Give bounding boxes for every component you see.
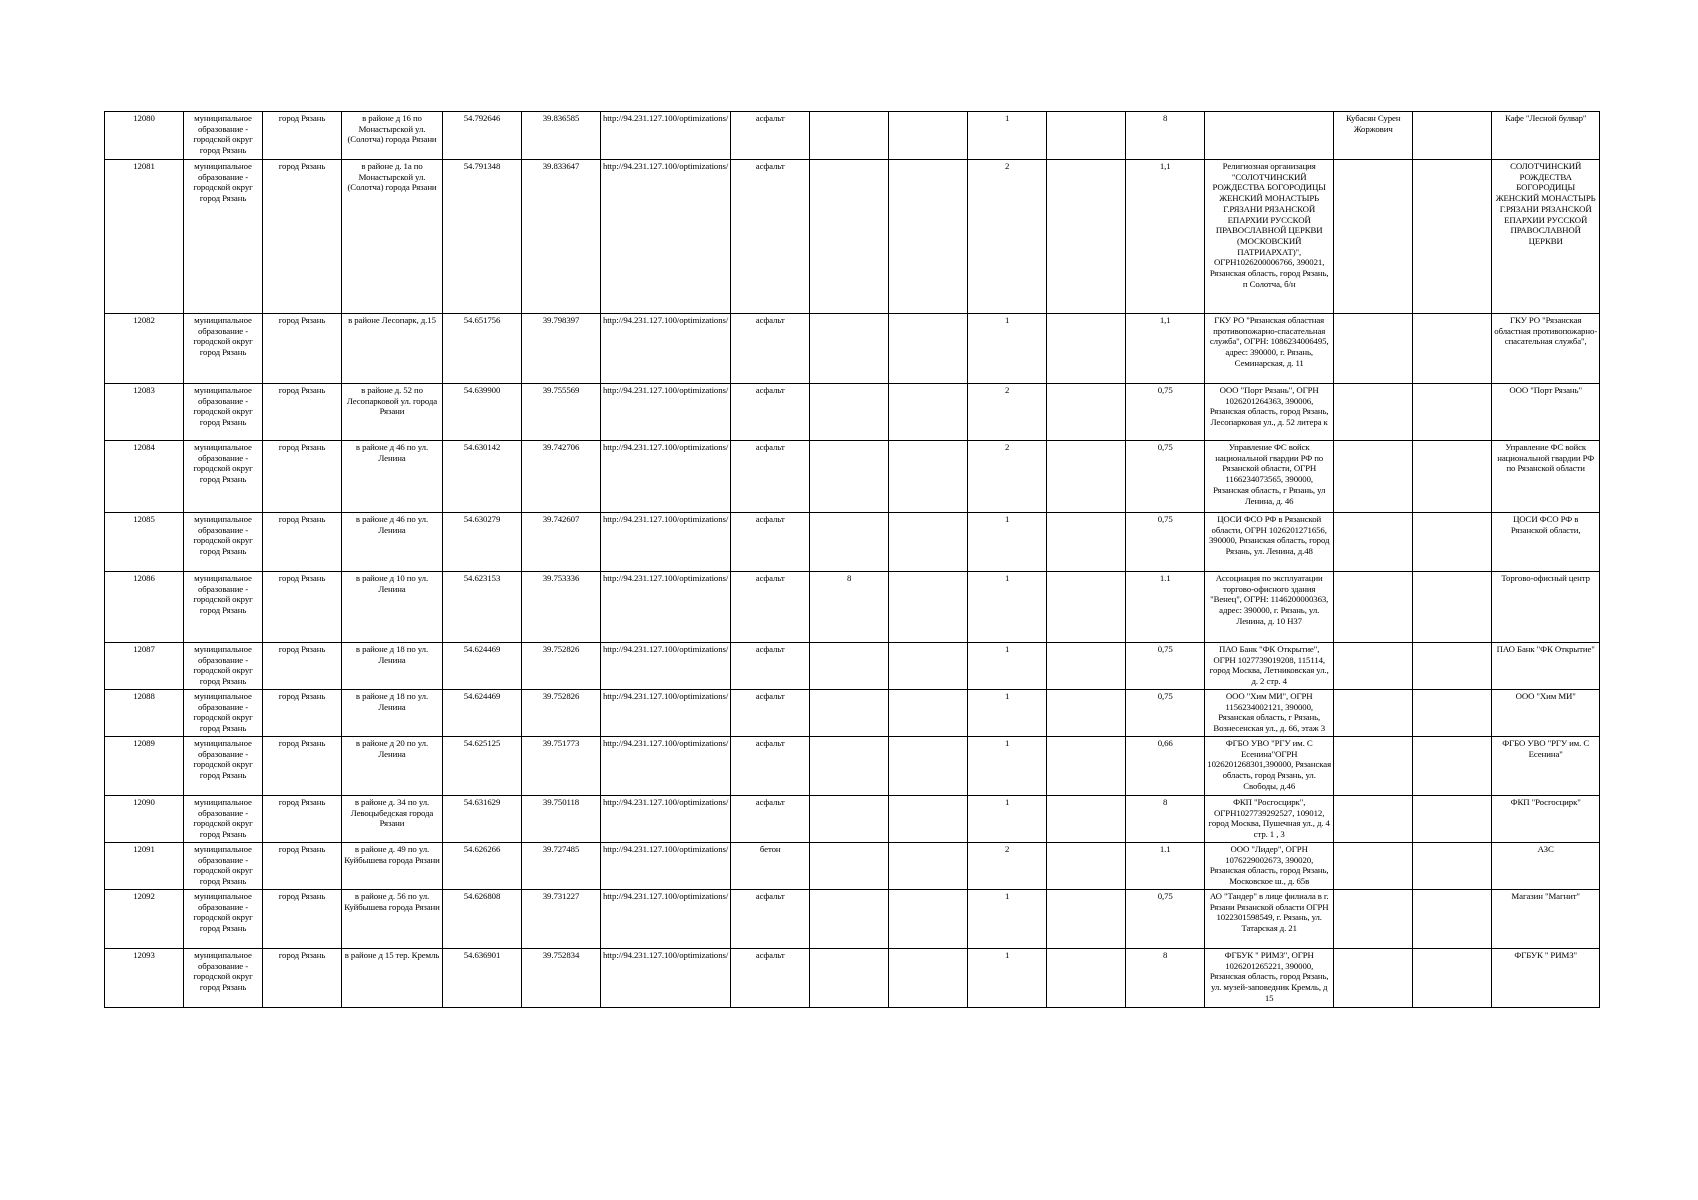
cell-served-objects: ООО "Порт Рязань" xyxy=(1492,384,1600,441)
cell-latitude: 54.651756 xyxy=(443,314,522,384)
cell-served-objects: ФГБО УВО "РГУ им. С Есенина" xyxy=(1492,737,1600,796)
cell-surface-type: асфальт xyxy=(731,441,810,513)
cell-col-16 xyxy=(1413,513,1492,572)
cell-registry-number: 12090 xyxy=(105,796,184,843)
cell-location-description: в районе д. 52 по Лесопарковой ул. города Рязани xyxy=(342,384,443,441)
cell-col-10 xyxy=(889,513,968,572)
cell-latitude: 54.631629 xyxy=(443,796,522,843)
cell-col-10 xyxy=(889,890,968,949)
cell-owner-details: ФГБУК " РИМЗ", ОГРН 1026201265221, 390000, Рязанская область, город Рязань, ул. музей-заповедник Кремль, д 15 xyxy=(1205,949,1334,1008)
cell-registry-number: 12093 xyxy=(105,949,184,1008)
cell-settlement: город Рязань xyxy=(263,796,342,843)
cell-col-9 xyxy=(810,160,889,314)
cell-container-count: 1 xyxy=(968,890,1047,949)
cell-col-9 xyxy=(810,643,889,690)
cell-col-12 xyxy=(1047,572,1126,643)
cell-container-volume: 0,75 xyxy=(1126,384,1205,441)
cell-location-description: в районе д 15 тер. Кремль xyxy=(342,949,443,1008)
cell-col-10 xyxy=(889,690,968,737)
cell-col-12 xyxy=(1047,949,1126,1008)
cell-location-description: в районе д 18 по ул. Ленина xyxy=(342,643,443,690)
cell-served-objects: ПАО Банк "ФК Открытие" xyxy=(1492,643,1600,690)
cell-col-10 xyxy=(889,441,968,513)
cell-map-link[interactable]: http://94.231.127.100/optimizations/ xyxy=(601,513,731,572)
cell-latitude: 54.624469 xyxy=(443,690,522,737)
cell-col-12 xyxy=(1047,513,1126,572)
cell-longitude: 39.798397 xyxy=(522,314,601,384)
cell-location-description: в районе д 46 по ул. Ленина xyxy=(342,513,443,572)
cell-col-16 xyxy=(1413,441,1492,513)
registry-table xyxy=(104,111,1600,1008)
cell-served-objects: Кафе "Лесной булвар" xyxy=(1492,112,1600,160)
cell-settlement: город Рязань xyxy=(263,949,342,1008)
cell-registry-number: 12088 xyxy=(105,690,184,737)
table-row xyxy=(105,796,1600,843)
cell-container-volume: 0,75 xyxy=(1126,890,1205,949)
cell-owner-person xyxy=(1334,314,1413,384)
cell-container-count: 1 xyxy=(968,314,1047,384)
cell-col-9 xyxy=(810,441,889,513)
cell-owner-details: ООО "Лидер", ОГРН 1076229002673, 390020, Рязанская область, город Рязань, Московское ш., д. 65в xyxy=(1205,843,1334,890)
cell-container-volume: 0,66 xyxy=(1126,737,1205,796)
cell-container-volume: 1,1 xyxy=(1126,160,1205,314)
cell-served-objects: ГКУ РО "Рязанская областная противопожарно-спасательная служба", xyxy=(1492,314,1600,384)
cell-municipality: муниципальное образование - городской округ город Рязань xyxy=(184,513,263,572)
cell-surface-type: асфальт xyxy=(731,643,810,690)
cell-municipality: муниципальное образование - городской округ город Рязань xyxy=(184,160,263,314)
cell-col-10 xyxy=(889,843,968,890)
table-row xyxy=(105,843,1600,890)
cell-surface-type: асфальт xyxy=(731,572,810,643)
cell-latitude: 54.626808 xyxy=(443,890,522,949)
cell-map-link[interactable]: http://94.231.127.100/optimizations/ xyxy=(601,949,731,1008)
cell-longitude: 39.751773 xyxy=(522,737,601,796)
cell-served-objects: ООО "Хим МИ" xyxy=(1492,690,1600,737)
cell-latitude: 54.639900 xyxy=(443,384,522,441)
cell-col-10 xyxy=(889,314,968,384)
cell-owner-person xyxy=(1334,441,1413,513)
cell-container-count: 2 xyxy=(968,843,1047,890)
cell-longitude: 39.742607 xyxy=(522,513,601,572)
cell-col-12 xyxy=(1047,796,1126,843)
cell-container-count: 2 xyxy=(968,384,1047,441)
cell-location-description: в районе д. 56 по ул. Куйбышева города Рязани xyxy=(342,890,443,949)
cell-container-volume: 0,75 xyxy=(1126,643,1205,690)
cell-owner-person xyxy=(1334,160,1413,314)
cell-container-volume: 1,1 xyxy=(1126,314,1205,384)
cell-map-link[interactable]: http://94.231.127.100/optimizations/ xyxy=(601,441,731,513)
cell-settlement: город Рязань xyxy=(263,314,342,384)
cell-map-link[interactable]: http://94.231.127.100/optimizations/ xyxy=(601,796,731,843)
cell-container-volume: 0,75 xyxy=(1126,441,1205,513)
cell-owner-person xyxy=(1334,384,1413,441)
cell-settlement: город Рязань xyxy=(263,690,342,737)
cell-col-12 xyxy=(1047,384,1126,441)
cell-container-volume: 8 xyxy=(1126,796,1205,843)
cell-owner-person xyxy=(1334,513,1413,572)
cell-surface-type: асфальт xyxy=(731,949,810,1008)
cell-registry-number: 12080 xyxy=(105,112,184,160)
cell-surface-type: асфальт xyxy=(731,737,810,796)
cell-registry-number: 12083 xyxy=(105,384,184,441)
cell-longitude: 39.753336 xyxy=(522,572,601,643)
cell-location-description: в районе Лесопарк, д.15 xyxy=(342,314,443,384)
cell-registry-number: 12082 xyxy=(105,314,184,384)
cell-col-12 xyxy=(1047,160,1126,314)
cell-col-9 xyxy=(810,314,889,384)
cell-owner-details: ООО "Хим МИ", ОГРН 1156234002121, 390000, Рязанская область, г Рязань, Вознесенская ул., д. 66, этаж 3 xyxy=(1205,690,1334,737)
cell-owner-person xyxy=(1334,796,1413,843)
cell-map-link[interactable]: http://94.231.127.100/optimizations/ xyxy=(601,843,731,890)
cell-owner-person xyxy=(1334,843,1413,890)
cell-location-description: в районе д 20 по ул. Ленина xyxy=(342,737,443,796)
cell-location-description: в районе д. 1а по Монастырской ул. (Солотча) города Рязани xyxy=(342,160,443,314)
table-row xyxy=(105,690,1600,737)
cell-container-count: 1 xyxy=(968,112,1047,160)
cell-settlement: город Рязань xyxy=(263,160,342,314)
cell-owner-person xyxy=(1334,737,1413,796)
cell-col-9 xyxy=(810,513,889,572)
cell-settlement: город Рязань xyxy=(263,737,342,796)
cell-surface-type: асфальт xyxy=(731,890,810,949)
cell-col-10 xyxy=(889,737,968,796)
cell-col-16 xyxy=(1413,796,1492,843)
cell-container-count: 1 xyxy=(968,796,1047,843)
cell-owner-details: АО "Тандер" в лице филиала в г. Рязани Рязанской области ОГРН 1022301598549, г. Рязань, ул. Татарская д. 21 xyxy=(1205,890,1334,949)
cell-longitude: 39.742706 xyxy=(522,441,601,513)
cell-municipality: муниципальное образование - городской округ город Рязань xyxy=(184,843,263,890)
cell-longitude: 39.755569 xyxy=(522,384,601,441)
cell-location-description: в районе д. 49 по ул. Куйбышева города Рязани xyxy=(342,843,443,890)
cell-col-12 xyxy=(1047,737,1126,796)
cell-settlement: город Рязань xyxy=(263,843,342,890)
cell-col-9: 8 xyxy=(810,572,889,643)
cell-owner-person xyxy=(1334,643,1413,690)
table-row xyxy=(105,572,1600,643)
cell-col-16 xyxy=(1413,643,1492,690)
cell-municipality: муниципальное образование - городской округ город Рязань xyxy=(184,949,263,1008)
cell-container-volume: 1.1 xyxy=(1126,572,1205,643)
cell-served-objects: ФКП "Росгосцирк" xyxy=(1492,796,1600,843)
cell-col-12 xyxy=(1047,643,1126,690)
cell-container-count: 1 xyxy=(968,643,1047,690)
cell-col-16 xyxy=(1413,572,1492,643)
cell-owner-details: Религиозная организация "СОЛОТЧИНСКИЙ РОЖДЕСТВА БОГОРОДИЦЫ ЖЕНСКИЙ МОНАСТЫРЬ Г.РЯЗАНИ РЯЗАНСКОЙ ЕПАРХИИ РУССКОЙ ПРАВОСЛАВНОЙ ЦЕРКВИ (МОСКОВСКИЙ ПАТРИАРХАТ)", ОГРН1026200006766, 390021, Рязанская область, город Рязань, п Солотча, б/н xyxy=(1205,160,1334,314)
cell-settlement: город Рязань xyxy=(263,112,342,160)
cell-owner-person xyxy=(1334,572,1413,643)
table-row xyxy=(105,949,1600,1008)
cell-surface-type: бетон xyxy=(731,843,810,890)
cell-owner-details: Управление ФС войск национальной гвардии РФ по Рязанской области, ОГРН 1166234073565, 390000, Рязанская область, г Рязань, ул Ленина, д. 46 xyxy=(1205,441,1334,513)
table-row xyxy=(105,737,1600,796)
cell-registry-number: 12091 xyxy=(105,843,184,890)
cell-col-10 xyxy=(889,796,968,843)
cell-container-volume: 8 xyxy=(1126,112,1205,160)
cell-col-9 xyxy=(810,737,889,796)
cell-settlement: город Рязань xyxy=(263,384,342,441)
cell-owner-details: ФКП "Росгосцирк", ОГРН1027739292527, 109012, город Москва, Пушечная ул., д. 4 стр. 1 , 3 xyxy=(1205,796,1334,843)
cell-map-link[interactable]: http://94.231.127.100/optimizations/ xyxy=(601,314,731,384)
table-row xyxy=(105,314,1600,384)
cell-container-volume: 1.1 xyxy=(1126,843,1205,890)
cell-municipality: муниципальное образование - городской округ город Рязань xyxy=(184,643,263,690)
cell-map-link[interactable]: http://94.231.127.100/optimizations/ xyxy=(601,643,731,690)
cell-col-16 xyxy=(1413,690,1492,737)
cell-registry-number: 12087 xyxy=(105,643,184,690)
cell-registry-number: 12089 xyxy=(105,737,184,796)
cell-location-description: в районе д 18 по ул. Ленина xyxy=(342,690,443,737)
cell-owner-details: ФГБО УВО "РГУ им. С Есенина"ОГРН 1026201268301,390000, Рязанская область, город Рязань, ул. Свободы, д.46 xyxy=(1205,737,1334,796)
cell-owner-details: ГКУ РО "Рязанская областная противопожарно-спасательная служба", ОГРН: 1086234006495, адрес: 390000, г. Рязань, Семинарская, д. 11 xyxy=(1205,314,1334,384)
cell-latitude: 54.624469 xyxy=(443,643,522,690)
cell-col-16 xyxy=(1413,949,1492,1008)
cell-longitude: 39.731227 xyxy=(522,890,601,949)
cell-longitude: 39.727485 xyxy=(522,843,601,890)
cell-registry-number: 12086 xyxy=(105,572,184,643)
cell-owner-person xyxy=(1334,949,1413,1008)
cell-municipality: муниципальное образование - городской округ город Рязань xyxy=(184,890,263,949)
cell-location-description: в районе д 16 по Монастырской ул. (Солотча) города Рязани xyxy=(342,112,443,160)
cell-col-9 xyxy=(810,690,889,737)
cell-served-objects: Магазин "Магнит" xyxy=(1492,890,1600,949)
cell-col-9 xyxy=(810,949,889,1008)
cell-owner-person xyxy=(1334,890,1413,949)
cell-col-10 xyxy=(889,384,968,441)
cell-container-count: 1 xyxy=(968,737,1047,796)
cell-settlement: город Рязань xyxy=(263,890,342,949)
table-row xyxy=(105,513,1600,572)
cell-settlement: город Рязань xyxy=(263,572,342,643)
cell-location-description: в районе д. 34 по ул. Левоцыбедская города Рязани xyxy=(342,796,443,843)
cell-latitude: 54.791348 xyxy=(443,160,522,314)
cell-owner-details: Ассоциация по эксплуатации торгово-офисного здания "Венец", ОГРН: 1146200000363, адрес: 390000, г. Рязань, ул. Ленина, д. 10 Н37 xyxy=(1205,572,1334,643)
cell-served-objects: СОЛОТЧИНСКИЙ РОЖДЕСТВА БОГОРОДИЦЫ ЖЕНСКИЙ МОНАСТЫРЬ Г.РЯЗАНИ РЯЗАНСКОЙ ЕПАРХИИ РУССКОЙ ПРАВОСЛАВНОЙ ЦЕРКВИ xyxy=(1492,160,1600,314)
cell-col-16 xyxy=(1413,843,1492,890)
cell-latitude: 54.623153 xyxy=(443,572,522,643)
cell-longitude: 39.752826 xyxy=(522,643,601,690)
cell-served-objects: ФГБУК " РИМЗ" xyxy=(1492,949,1600,1008)
cell-served-objects: Торгово-офисный центр xyxy=(1492,572,1600,643)
table-row xyxy=(105,643,1600,690)
cell-surface-type: асфальт xyxy=(731,112,810,160)
cell-col-16 xyxy=(1413,314,1492,384)
cell-map-link[interactable]: http://94.231.127.100/optimizations/ xyxy=(601,572,731,643)
cell-owner-person xyxy=(1334,690,1413,737)
cell-surface-type: асфальт xyxy=(731,314,810,384)
cell-surface-type: асфальт xyxy=(731,513,810,572)
cell-col-9 xyxy=(810,112,889,160)
cell-municipality: муниципальное образование - городской округ город Рязань xyxy=(184,796,263,843)
cell-longitude: 39.750118 xyxy=(522,796,601,843)
cell-container-count: 1 xyxy=(968,572,1047,643)
cell-col-12 xyxy=(1047,690,1126,737)
cell-col-9 xyxy=(810,843,889,890)
cell-col-10 xyxy=(889,160,968,314)
cell-registry-number: 12085 xyxy=(105,513,184,572)
cell-container-count: 1 xyxy=(968,949,1047,1008)
table-row xyxy=(105,160,1600,314)
cell-surface-type: асфальт xyxy=(731,690,810,737)
cell-col-16 xyxy=(1413,737,1492,796)
cell-surface-type: асфальт xyxy=(731,796,810,843)
cell-settlement: город Рязань xyxy=(263,643,342,690)
table-row xyxy=(105,890,1600,949)
cell-registry-number: 12092 xyxy=(105,890,184,949)
cell-container-count: 2 xyxy=(968,160,1047,314)
cell-owner-details xyxy=(1205,112,1334,160)
cell-municipality: муниципальное образование - городской округ город Рязань xyxy=(184,384,263,441)
cell-longitude: 39.836585 xyxy=(522,112,601,160)
cell-latitude: 54.626266 xyxy=(443,843,522,890)
cell-served-objects: Управление ФС войск национальной гвардии РФ по Рязанской области xyxy=(1492,441,1600,513)
cell-map-link[interactable]: http://94.231.127.100/optimizations/ xyxy=(601,160,731,314)
cell-col-10 xyxy=(889,112,968,160)
cell-served-objects: АЗС xyxy=(1492,843,1600,890)
cell-container-count: 2 xyxy=(968,441,1047,513)
cell-latitude: 54.630142 xyxy=(443,441,522,513)
cell-owner-details: ООО "Порт Рязань", ОГРН 1026201264363, 390006, Рязанская область, город Рязань, Лесопарковая ул., д. 52 литера к xyxy=(1205,384,1334,441)
cell-col-9 xyxy=(810,796,889,843)
cell-col-12 xyxy=(1047,112,1126,160)
cell-col-16 xyxy=(1413,160,1492,314)
cell-longitude: 39.752826 xyxy=(522,690,601,737)
cell-municipality: муниципальное образование - городской округ город Рязань xyxy=(184,572,263,643)
cell-registry-number: 12084 xyxy=(105,441,184,513)
cell-latitude: 54.792646 xyxy=(443,112,522,160)
cell-col-10 xyxy=(889,949,968,1008)
cell-latitude: 54.630279 xyxy=(443,513,522,572)
cell-col-12 xyxy=(1047,890,1126,949)
cell-container-volume: 0,75 xyxy=(1126,690,1205,737)
cell-col-12 xyxy=(1047,314,1126,384)
cell-col-16 xyxy=(1413,384,1492,441)
cell-map-link[interactable]: http://94.231.127.100/optimizations/ xyxy=(601,890,731,949)
cell-col-9 xyxy=(810,890,889,949)
cell-municipality: муниципальное образование - городской округ город Рязань xyxy=(184,737,263,796)
cell-container-count: 1 xyxy=(968,513,1047,572)
cell-longitude: 39.752834 xyxy=(522,949,601,1008)
cell-col-10 xyxy=(889,643,968,690)
cell-col-12 xyxy=(1047,843,1126,890)
cell-municipality: муниципальное образование - городской округ город Рязань xyxy=(184,441,263,513)
cell-col-16 xyxy=(1413,112,1492,160)
cell-settlement: город Рязань xyxy=(263,513,342,572)
cell-col-9 xyxy=(810,384,889,441)
cell-owner-details: ПАО Банк "ФК Открытие", ОГРН 1027739019208, 115114, город Москва, Летниковская ул., д. 2 стр. 4 xyxy=(1205,643,1334,690)
cell-col-10 xyxy=(889,572,968,643)
cell-latitude: 54.636901 xyxy=(443,949,522,1008)
cell-location-description: в районе д 46 по ул. Ленина xyxy=(342,441,443,513)
cell-municipality: муниципальное образование - городской округ город Рязань xyxy=(184,314,263,384)
cell-map-link[interactable]: http://94.231.127.100/optimizations/ xyxy=(601,112,731,160)
cell-container-volume: 8 xyxy=(1126,949,1205,1008)
cell-settlement: город Рязань xyxy=(263,441,342,513)
cell-location-description: в районе д 10 по ул. Ленина xyxy=(342,572,443,643)
cell-owner-details: ЦОСИ ФСО РФ в Рязанской области, ОГРН 1026201271656, 390000, Рязанская область, город Рязань, ул. Ленина, д.48 xyxy=(1205,513,1334,572)
cell-served-objects: ЦОСИ ФСО РФ в Рязанской области, xyxy=(1492,513,1600,572)
cell-surface-type: асфальт xyxy=(731,160,810,314)
table-row xyxy=(105,384,1600,441)
cell-municipality: муниципальное образование - городской округ город Рязань xyxy=(184,112,263,160)
cell-container-count: 1 xyxy=(968,690,1047,737)
cell-col-12 xyxy=(1047,441,1126,513)
cell-latitude: 54.625125 xyxy=(443,737,522,796)
cell-registry-number: 12081 xyxy=(105,160,184,314)
cell-surface-type: асфальт xyxy=(731,384,810,441)
cell-col-16 xyxy=(1413,890,1492,949)
cell-longitude: 39.833647 xyxy=(522,160,601,314)
cell-map-link[interactable]: http://94.231.127.100/optimizations/ xyxy=(601,690,731,737)
cell-municipality: муниципальное образование - городской округ город Рязань xyxy=(184,690,263,737)
table-row xyxy=(105,112,1600,160)
table-row xyxy=(105,441,1600,513)
cell-container-volume: 0,75 xyxy=(1126,513,1205,572)
cell-owner-person: Кубасян Сурен Жоржович xyxy=(1334,112,1413,160)
cell-map-link[interactable]: http://94.231.127.100/optimizations/ xyxy=(601,384,731,441)
cell-map-link[interactable]: http://94.231.127.100/optimizations/ xyxy=(601,737,731,796)
table-body xyxy=(105,112,1600,1008)
